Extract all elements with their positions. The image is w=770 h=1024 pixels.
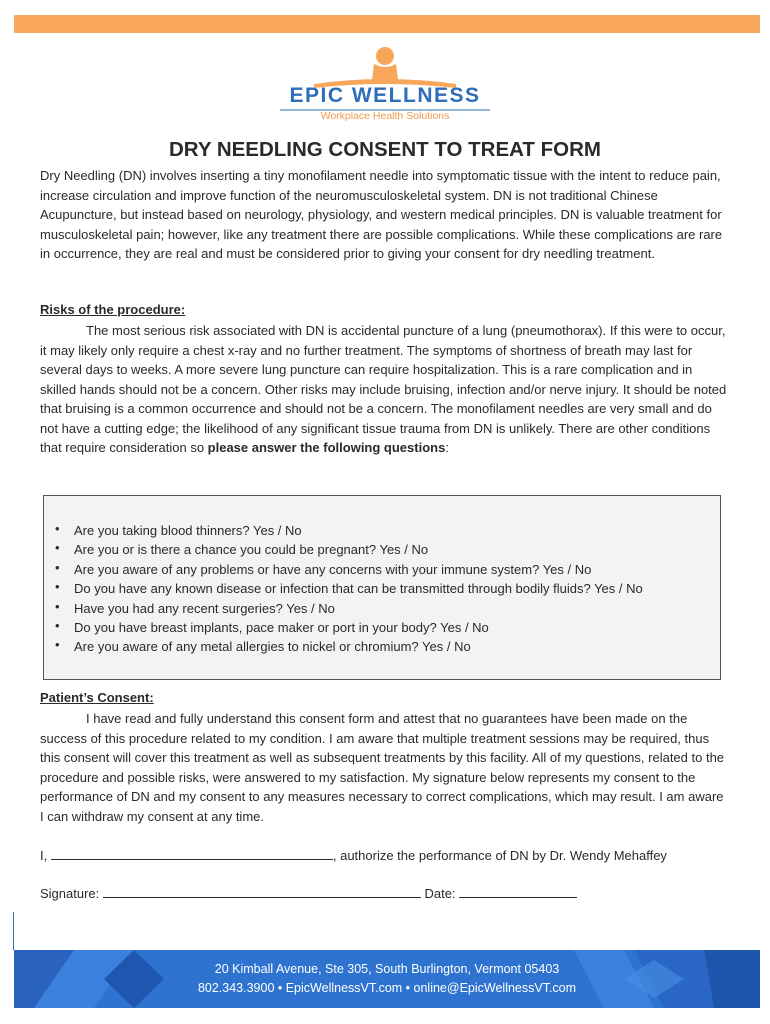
authorization-line (40, 846, 667, 863)
consent-heading: Patient’s Consent: (40, 690, 154, 705)
risks-text: The most serious risk associated with DN is accidental puncture of a lung (pneumothorax). If this were to occur, it may likely only require a chest x-ray and no further treatment. The symptoms of shortness of breath may last for several days to weeks. A more severe lung puncture can require hospitalization. This is a rare complication and in skilled hands should not be a concern. Other risks may include bruising, infection and/or nerve injury. It should be noted that bruising is a common occurrence and should not be a concern. The monofilament needles are very small and do not have a cutting edge; the likelihood of any significant tissue trauma from DN is unlikely. There are other conditions that require consideration so (40, 323, 727, 455)
date-field[interactable] (459, 884, 577, 898)
footer-contact[interactable]: 802.343.3900 • EpicWellnessVT.com • online@EpicWellnessVT.com (197, 981, 577, 995)
risks-heading: Risks of the procedure: (40, 302, 186, 317)
signature-field[interactable] (103, 884, 421, 898)
risks-emphasis: please answer the following questions (207, 440, 446, 455)
question-item[interactable]: • Are you aware of any metal allergies to nickel or chromium? Yes / No (50, 637, 643, 656)
left-margin-rule (13, 912, 14, 950)
authorization-prefix: I, (40, 848, 48, 863)
date-label: Date: (424, 886, 456, 901)
risks-end: : (445, 440, 449, 455)
brand-tagline: Workplace Health Solutions (320, 110, 450, 122)
risks-paragraph (40, 321, 730, 458)
question-item[interactable]: • Have you had any recent surgeries? Yes / No (50, 599, 643, 618)
question-item[interactable]: • Are you or is there a chance you could be pregnant? Yes / No (50, 540, 643, 559)
footer-banner (14, 950, 760, 1008)
question-item[interactable]: • Do you have any known disease or infection that can be transmitted through bodily fluids? Yes / No (50, 579, 643, 598)
intro-paragraph: Dry Needling (DN) involves inserting a tiny monofilament needle into symptomatic tissue with the intent to reduce pain, increase circulation and improve function of the neuromusculoskeletal system. DN is not traditional Chinese Acupuncture, but instead based on neurology, physiology, and western medical principles. DN is valuable treatment for musculoskeletal pain; however, like any treatment there are possible complications. While these complications are rare in occurrence, they are real and must be considered prior to giving your consent for dry needling treatment. (40, 168, 723, 261)
questions-list (50, 521, 643, 657)
top-accent-bar (14, 15, 760, 33)
page-title: DRY NEEDLING CONSENT TO TREAT FORM (168, 138, 602, 161)
question-item[interactable]: • Are you taking blood thinners? Yes / No (50, 521, 643, 540)
signature-label: Signature: (40, 886, 100, 901)
patient-name-field[interactable] (51, 846, 333, 860)
signature-line (40, 884, 577, 901)
footer-pattern (14, 950, 760, 1008)
footer-address: 20 Kimball Avenue, Ste 305, South Burlington, Vermont 05403 (214, 962, 560, 976)
authorization-suffix: , authorize the performance of DN by Dr. Wendy Mehaffey (332, 848, 667, 863)
brand-logo (274, 46, 496, 126)
brand-name: EPIC WELLNESS (289, 84, 481, 107)
consent-paragraph: I have read and fully understand this consent form and attest that no guarantees have been made on the success of this procedure related to my condition. I am aware that multiple treatment sessions may be required, thus this consent will cover this treatment as well as subsequent treatments by this facility. All of my questions, related to the procedure and possible risks, were answered to my satisfaction. My signature below represents my consent to the performance of DN and my consent to any measures necessary to correct complications, which may result. I am aware I can withdraw my consent at any time. (40, 711, 725, 824)
question-item[interactable]: • Do you have breast implants, pace maker or port in your body? Yes / No (50, 618, 643, 637)
question-item[interactable]: • Are you aware of any problems or have any concerns with your immune system? Yes / No (50, 560, 643, 579)
